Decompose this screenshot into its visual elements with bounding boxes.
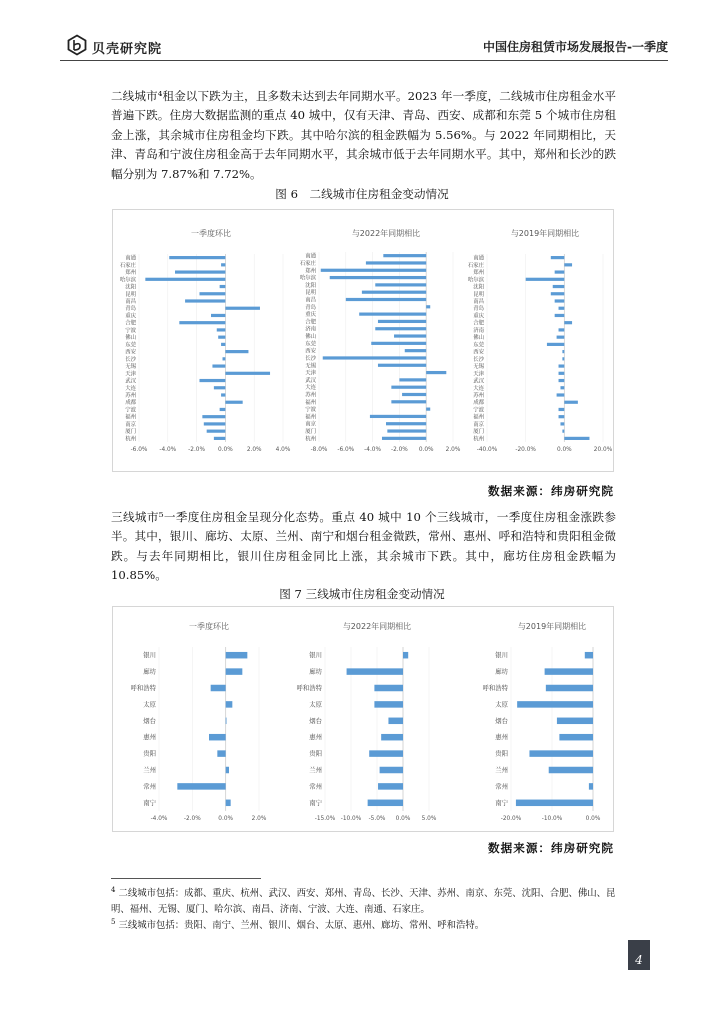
fig6-panel1-tick-label: -4.0% — [364, 447, 382, 453]
fig7-panel0-category-label: 廊坊 — [143, 667, 156, 676]
fig6-panel1-bar — [391, 386, 426, 389]
fig6-panel0-bar — [218, 336, 225, 339]
fig6-panel1-bar — [375, 283, 426, 286]
fig6-panel1-bar — [426, 371, 446, 374]
figure-7-source: 数据来源：纬房研究院 — [488, 841, 614, 855]
fig6-panel2-tick-label: 20.0% — [593, 447, 613, 453]
fig6-panel1-tick-label: -2.0% — [390, 447, 408, 453]
fig6-panel1-bar — [426, 305, 430, 308]
fig6-panel0-category-label: 福州 — [125, 414, 136, 421]
fig6-panel2-bar — [560, 422, 564, 425]
paragraph-second-tier: 二线城市⁴租金以下跌为主，且多数未达到去年同期水平。2023 年一季度，二线城市住房租金水平普遍下跌。住房大数据监测的重点 40 城中，仅有天津、青岛、西安、成都和东莞 5 个城市住房租金上涨，其余城市住房租金均下跌。其中哈尔滨的租金跌幅为 5.56%。与 2022 年同期相比，天津、青岛和宁波住房租金高于去年同期水平，其余城市低于去年同期水平。其中，郑州和长沙的跌幅分别为 7.87%和 7.72%。 — [111, 89, 616, 181]
fig7-panel2-bar — [549, 767, 593, 774]
fig6-panel1-category-label: 长沙 — [305, 355, 316, 362]
fig6-panel1-category-label: 济南 — [305, 326, 316, 333]
fig6-panel0-tick-label: 2.0% — [246, 447, 262, 453]
fig6-panel1-category-label: 郑州 — [305, 268, 316, 275]
fig6-panel2-bar — [562, 357, 564, 360]
fig7-panel2-category-label: 银川 — [495, 651, 508, 660]
fig6-panel0-category-label: 佛山 — [125, 335, 136, 342]
fig6-panel0-category-label: 昆明 — [125, 291, 136, 298]
fig6-panel1-bar — [346, 298, 426, 301]
footnote-5-number: 5 — [111, 917, 116, 926]
fig6-panel2-bar — [551, 256, 565, 259]
fig6-panel2-title: 与2019年同期相比 — [510, 229, 580, 238]
fig6-panel2-bar — [557, 393, 565, 396]
fig6-panel0-bar — [220, 285, 226, 288]
fig6-panel2-category-label: 苏州 — [473, 393, 484, 399]
figure-7-title: 图 7 三线城市住房租金变动情况 — [279, 587, 445, 601]
fig6-panel0-tick-label: 0.0% — [218, 447, 233, 453]
fig7-panel1-bar — [374, 685, 403, 692]
fig6-panel0-bar — [199, 379, 225, 382]
fig6-panel1-bar — [321, 269, 426, 272]
fig7-panel0-bar — [226, 652, 248, 659]
fig6-panel0-category-label: 武汉 — [125, 378, 136, 385]
fig7-panel2-category-label: 贵阳 — [495, 749, 508, 758]
fig6-panel0-bar — [225, 372, 270, 375]
figure-7-svg — [113, 607, 613, 831]
fig6-panel0-bar — [179, 321, 225, 324]
figure-6-title: 图 6 二线城市住房租金变动情况 — [275, 187, 449, 201]
footnote-4-text: 二线城市包括：成都、重庆、杭州、武汉、西安、郑州、青岛、长沙、天津、苏州、南京、东莞、沈阳、合肥、佛山、昆明、福州、无锡、厦门、哈尔滨、南昌、济南、宁波、大连、南通、石家庄。 — [111, 888, 616, 915]
fig6-panel0-bar — [225, 307, 260, 310]
fig7-panel2-category-label: 惠州 — [495, 733, 508, 742]
fig7-panel2-bar — [589, 783, 593, 790]
fig6-panel1-category-label: 南昌 — [305, 297, 316, 304]
fig6-panel0-bar — [202, 415, 225, 418]
fig6-panel2-category-label: 合肥 — [473, 320, 484, 327]
fig6-panel0-category-label: 宁波 — [125, 327, 136, 334]
figure-7-chart — [112, 606, 614, 832]
fig6-panel1-category-label: 厦门 — [305, 429, 316, 436]
fig7-panel2-category-label: 南宁 — [495, 798, 508, 807]
fig7-panel1-title: 与2022年同期相比 — [342, 622, 412, 631]
fig7-panel0-category-label: 南宁 — [143, 798, 156, 807]
fig6-panel0-category-label: 郑州 — [125, 270, 136, 277]
fig6-panel2-bar — [562, 350, 564, 353]
fig6-panel2-bar — [559, 328, 565, 331]
fig7-panel1-tick-label: -5.0% — [368, 816, 386, 822]
fig7-panel0-bar — [226, 767, 229, 774]
fig6-panel2-category-label: 大连 — [473, 385, 484, 392]
fig6-panel2-bar — [564, 263, 572, 266]
footnote-5-text: 三线城市包括：贵阳、南宁、兰州、银川、烟台、太原、惠州、廊坊、常州、呼和浩特。 — [118, 920, 485, 931]
fig6-panel2-category-label: 南京 — [473, 421, 484, 428]
fig6-panel1-bar — [330, 276, 426, 279]
fig6-panel0-bar — [220, 408, 226, 411]
fig7-panel2-bar — [557, 718, 593, 725]
fig6-panel0-category-label: 哈尔滨 — [119, 277, 136, 284]
fig7-panel2-category-label: 烟台 — [495, 716, 508, 725]
fig6-panel1-bar — [391, 400, 426, 403]
fig6-panel2-bar — [551, 292, 565, 295]
fig6-panel1-tick-label: 0.0% — [418, 447, 434, 453]
fig6-panel1-category-label: 沈阳 — [305, 282, 316, 289]
fig7-panel2-tick-label: 0.0% — [585, 816, 601, 822]
fig6-panel2-category-label: 昆明 — [473, 291, 484, 298]
fig7-panel2-tick-label: -10.0% — [541, 816, 563, 822]
fig7-panel1-tick-label: 0.0% — [395, 816, 411, 822]
fig6-panel0-category-label: 南通 — [125, 255, 136, 262]
fig6-panel2-category-label: 无锡 — [473, 364, 484, 371]
fig6-panel0-bar — [211, 314, 225, 317]
footnote-5 — [111, 918, 616, 934]
fig6-panel1-tick-label: -8.0% — [310, 447, 328, 453]
figure-6-chart — [112, 209, 614, 472]
fig6-panel2-category-label: 东莞 — [473, 342, 484, 349]
fig6-panel0-category-label: 大连 — [125, 385, 136, 392]
fig7-panel1-tick-label: 5.0% — [421, 816, 437, 822]
fig6-panel1-category-label: 宁波 — [305, 407, 316, 414]
fig7-panel0-category-label: 兰州 — [143, 766, 156, 774]
figure-6-source: 数据来源：纬房研究院 — [488, 484, 614, 498]
footnote-4 — [111, 886, 616, 917]
fig6-panel1-bar — [386, 422, 426, 425]
fig6-panel2-bar — [555, 299, 565, 302]
fig6-panel0-bar — [207, 430, 226, 433]
fig7-panel1-bar — [403, 652, 408, 659]
fig7-panel1-category-label: 太原 — [309, 700, 322, 709]
fig6-panel2-bar — [559, 307, 565, 310]
fig7-panel1-category-label: 贵阳 — [309, 749, 322, 758]
fig6-panel0-category-label: 东莞 — [125, 342, 136, 349]
fig6-panel2-bar — [564, 401, 578, 404]
fig7-panel1-bar — [347, 668, 403, 675]
footnote-4-number: 4 — [111, 885, 116, 894]
fig6-panel0-tick-label: -6.0% — [130, 447, 148, 453]
fig6-panel1-category-label: 青岛 — [305, 304, 316, 311]
footnote-divider — [111, 878, 261, 879]
fig6-panel2-bar — [559, 415, 565, 418]
fig7-panel2-category-label: 常州 — [495, 782, 508, 791]
fig7-panel1-category-label: 烟台 — [309, 716, 322, 725]
fig6-panel0-bar — [169, 256, 225, 259]
fig6-panel2-bar — [557, 336, 565, 339]
fig7-panel2-bar — [516, 800, 593, 807]
fig6-panel2-tick-label: -40.0% — [476, 447, 498, 453]
fig6-panel1-category-label: 重庆 — [305, 312, 316, 319]
fig6-panel2-category-label: 宁波 — [473, 407, 484, 414]
fig6-panel2-bar — [559, 364, 565, 367]
fig6-panel1-bar — [375, 327, 426, 330]
fig6-panel1-category-label: 杭州 — [305, 436, 316, 443]
fig6-panel1-category-label: 无锡 — [305, 363, 316, 370]
fig6-panel2-category-label: 南通 — [473, 255, 484, 262]
fig6-panel2-bar — [559, 379, 565, 382]
fig6-panel0-bar — [225, 401, 242, 404]
fig6-panel1-category-label: 苏州 — [305, 392, 316, 399]
fig7-panel0-category-label: 呼和浩特 — [130, 684, 156, 692]
page-header — [60, 30, 668, 60]
fig6-panel0-category-label: 石家庄 — [119, 262, 136, 269]
fig6-panel2-category-label: 福州 — [473, 414, 484, 421]
fig7-panel2-tick-label: -20.0% — [500, 816, 522, 822]
fig6-panel1-bar — [370, 415, 426, 418]
fig7-panel0-tick-label: 2.0% — [251, 816, 267, 822]
fig6-panel0-category-label: 重庆 — [125, 313, 136, 320]
fig6-panel0-category-label: 苏州 — [125, 393, 136, 399]
fig6-panel2-category-label: 重庆 — [473, 313, 484, 320]
figure-6-svg — [113, 210, 613, 471]
logo-icon — [66, 34, 88, 56]
fig6-panel0-bar — [225, 350, 248, 353]
fig7-panel0-bar — [226, 668, 243, 675]
fig6-panel1-category-label: 昆明 — [305, 290, 316, 297]
fig6-panel2-tick-label: 0.0% — [556, 447, 572, 453]
fig7-panel1-bar — [368, 800, 403, 807]
fig7-panel2-category-label: 呼和浩特 — [482, 684, 508, 692]
fig7-panel1-bar — [380, 767, 403, 774]
fig6-panel2-category-label: 西安 — [473, 349, 484, 356]
fig6-panel1-bar — [362, 291, 426, 294]
fig6-panel0-category-label: 宁波 — [125, 407, 136, 414]
fig6-panel0-title: 一季度环比 — [191, 229, 231, 238]
fig6-panel0-tick-label: -2.0% — [188, 447, 206, 453]
fig7-panel2-bar — [546, 685, 593, 692]
fig7-panel1-category-label: 惠州 — [309, 733, 322, 742]
fig6-panel2-category-label: 石家庄 — [467, 262, 484, 269]
fig6-panel0-category-label: 沈阳 — [125, 284, 136, 291]
fig7-panel1-category-label: 常州 — [309, 782, 322, 791]
fig6-panel1-bar — [426, 408, 430, 411]
fig6-panel1-title: 与2022年同期相比 — [351, 229, 421, 238]
fig6-panel2-bar — [564, 437, 589, 440]
fig6-panel2-bar — [555, 314, 565, 317]
fig6-panel1-category-label: 南京 — [305, 421, 316, 428]
fig6-panel2-category-label: 成都 — [473, 400, 484, 407]
fig6-panel0-tick-label: 4.0% — [275, 447, 291, 453]
fig6-panel2-bar — [553, 285, 565, 288]
fig6-panel1-bar — [405, 349, 426, 352]
fig7-panel0-category-label: 银川 — [143, 651, 156, 660]
fig6-panel1-bar — [394, 334, 426, 337]
fig6-panel2-category-label: 郑州 — [473, 270, 484, 277]
fig6-panel1-bar — [366, 261, 426, 264]
fig7-panel1-bar — [381, 734, 403, 741]
fig6-panel0-bar — [212, 364, 225, 367]
fig6-panel0-category-label: 合肥 — [125, 320, 136, 327]
fig6-panel2-category-label: 沈阳 — [473, 284, 484, 291]
fig6-panel0-bar — [221, 263, 225, 266]
fig6-panel0-category-label: 成都 — [125, 400, 136, 407]
fig6-panel2-bar — [526, 278, 565, 281]
fig7-panel2-bar — [545, 668, 593, 675]
fig6-panel2-category-label: 天津 — [473, 371, 484, 378]
fig6-panel2-bar — [560, 386, 564, 389]
fig7-panel2-bar — [585, 652, 593, 659]
fig6-panel1-bar — [378, 320, 426, 323]
fig6-panel2-bar — [555, 270, 565, 273]
fig7-panel2-title: 与2019年同期相比 — [517, 622, 587, 631]
logo-text: 贝壳研究院 — [92, 42, 163, 57]
fig7-panel1-tick-label: -15.0% — [314, 816, 336, 822]
fig7-panel2-category-label: 廊坊 — [495, 667, 508, 676]
header-divider — [60, 60, 668, 61]
fig6-panel1-bar — [383, 254, 426, 257]
fig6-panel0-category-label: 南京 — [125, 421, 136, 428]
fig6-panel1-bar — [402, 393, 426, 396]
fig6-panel2-bar — [562, 430, 564, 433]
fig7-panel1-category-label: 兰州 — [309, 766, 322, 774]
fig6-panel1-category-label: 大连 — [305, 385, 316, 392]
fig6-panel0-bar — [217, 328, 226, 331]
fig7-panel0-tick-label: -4.0% — [150, 816, 168, 822]
fig6-panel0-category-label: 长沙 — [125, 356, 136, 363]
fig7-panel0-title: 一季度环比 — [189, 622, 229, 631]
fig6-panel1-bar — [399, 378, 426, 381]
fig6-panel1-category-label: 东莞 — [305, 341, 316, 348]
fig7-panel0-category-label: 惠州 — [143, 733, 156, 742]
fig6-panel2-tick-label: -20.0% — [515, 447, 536, 453]
fig7-panel0-category-label: 烟台 — [143, 716, 156, 725]
fig6-panel1-bar — [382, 437, 426, 440]
fig7-panel0-category-label: 太原 — [143, 700, 156, 709]
fig7-panel0-bar — [226, 701, 233, 708]
fig7-panel1-category-label: 廊坊 — [309, 667, 322, 676]
fig7-panel0-bar — [209, 734, 226, 741]
fig6-panel2-bar — [564, 321, 572, 324]
fig6-panel1-category-label: 南通 — [305, 253, 316, 260]
fig6-panel1-category-label: 佛山 — [305, 334, 316, 341]
fig6-panel0-tick-label: -4.0% — [159, 447, 177, 453]
fig7-panel2-category-label: 太原 — [495, 700, 508, 709]
fig6-panel0-bar — [221, 343, 225, 346]
fig6-panel1-bar — [371, 342, 426, 345]
fig6-panel0-bar — [214, 437, 226, 440]
fig6-panel1-category-label: 天津 — [305, 370, 316, 377]
page-number: 4 — [628, 940, 650, 970]
fig6-panel0-bar — [204, 422, 226, 425]
fig6-panel1-bar — [323, 356, 426, 359]
fig6-panel2-category-label: 青岛 — [473, 306, 484, 313]
fig6-panel0-category-label: 西安 — [125, 349, 136, 356]
fig6-panel1-tick-label: -6.0% — [337, 447, 355, 453]
fig7-panel1-category-label: 呼和浩特 — [296, 684, 322, 692]
fig7-panel0-bar — [217, 750, 225, 757]
paragraph-third-tier: 三线城市⁵一季度住房租金呈现分化态势。重点 40 城中 10 个三线城市，一季度住房租金涨跌参半。其中，银川、廊坊、太原、兰州、南宁和烟台租金微跌，常州、惠州、呼和浩特和贵阳租金微跌。与去年同期相比，银川住房租金同比上涨，其余城市下跌。其中，廊坊住房租金跌幅为 10.85%。 — [111, 510, 616, 583]
fig7-panel0-bar — [177, 783, 225, 790]
fig7-panel1-category-label: 银川 — [309, 651, 322, 660]
fig6-panel1-category-label: 福州 — [305, 414, 316, 421]
fig6-panel0-bar — [214, 386, 226, 389]
fig6-panel0-category-label: 无锡 — [125, 364, 136, 371]
fig6-panel1-category-label: 合肥 — [305, 319, 316, 326]
fig7-panel1-category-label: 南宁 — [309, 798, 322, 807]
fig6-panel0-category-label: 杭州 — [125, 436, 136, 443]
fig7-panel0-tick-label: 0.0% — [218, 816, 234, 822]
fig7-panel2-bar — [559, 734, 593, 741]
fig6-panel0-bar — [223, 357, 226, 360]
fig6-panel2-category-label: 长沙 — [473, 356, 484, 363]
fig6-panel2-bar — [547, 343, 564, 346]
fig6-panel1-bar — [387, 429, 426, 432]
fig6-panel2-category-label: 济南 — [473, 327, 484, 334]
fig6-panel2-bar — [559, 408, 565, 411]
fig6-panel1-category-label: 武汉 — [305, 377, 316, 384]
fig6-panel1-category-label: 西安 — [305, 348, 316, 355]
fig7-panel0-category-label: 贵阳 — [143, 749, 156, 758]
fig7-panel0-bar — [226, 800, 231, 807]
fig6-panel0-bar — [175, 270, 225, 273]
fig7-panel0-tick-label: -2.0% — [183, 816, 201, 822]
fig6-panel1-bar — [359, 313, 426, 316]
fig6-panel0-bar — [145, 278, 225, 281]
fig7-panel2-bar — [529, 750, 593, 757]
fig7-panel1-bar — [388, 718, 403, 725]
fig6-panel0-category-label: 青岛 — [125, 306, 136, 313]
fig6-panel2-bar — [559, 372, 565, 375]
fig7-panel0-bar — [226, 718, 227, 725]
fig6-panel0-category-label: 天津 — [125, 371, 136, 378]
fig7-panel0-bar — [211, 685, 226, 692]
fig7-panel1-bar — [378, 783, 403, 790]
fig7-panel2-bar — [517, 701, 593, 708]
fig6-panel1-tick-label: 2.0% — [445, 447, 461, 453]
fig6-panel0-category-label: 厦门 — [125, 429, 136, 436]
fig6-panel2-category-label: 杭州 — [473, 436, 484, 443]
fig6-panel2-category-label: 佛山 — [473, 335, 484, 342]
fig6-panel0-bar — [185, 299, 225, 302]
fig6-panel2-category-label: 武汉 — [473, 378, 484, 385]
fig7-panel1-tick-label: -10.0% — [340, 816, 362, 822]
fig7-panel1-bar — [369, 750, 403, 757]
fig6-panel2-category-label: 南昌 — [473, 299, 484, 305]
fig6-panel1-bar — [378, 364, 426, 367]
fig6-panel0-bar — [221, 393, 225, 396]
fig6-panel0-bar — [199, 292, 225, 295]
fig6-panel1-category-label: 石家庄 — [299, 260, 316, 267]
fig6-panel2-category-label: 厦门 — [473, 429, 484, 436]
fig7-panel2-category-label: 兰州 — [495, 766, 508, 774]
fig6-panel1-category-label: 哈尔滨 — [299, 275, 316, 282]
fig6-panel2-category-label: 哈尔滨 — [467, 277, 484, 284]
fig6-panel1-category-label: 福州 — [305, 399, 316, 406]
fig7-panel0-category-label: 常州 — [143, 782, 156, 791]
report-title: 中国住房租赁市场发展报告-一季度 — [483, 40, 668, 54]
fig6-panel0-category-label: 南昌 — [125, 299, 136, 305]
fig7-panel1-bar — [374, 701, 403, 708]
